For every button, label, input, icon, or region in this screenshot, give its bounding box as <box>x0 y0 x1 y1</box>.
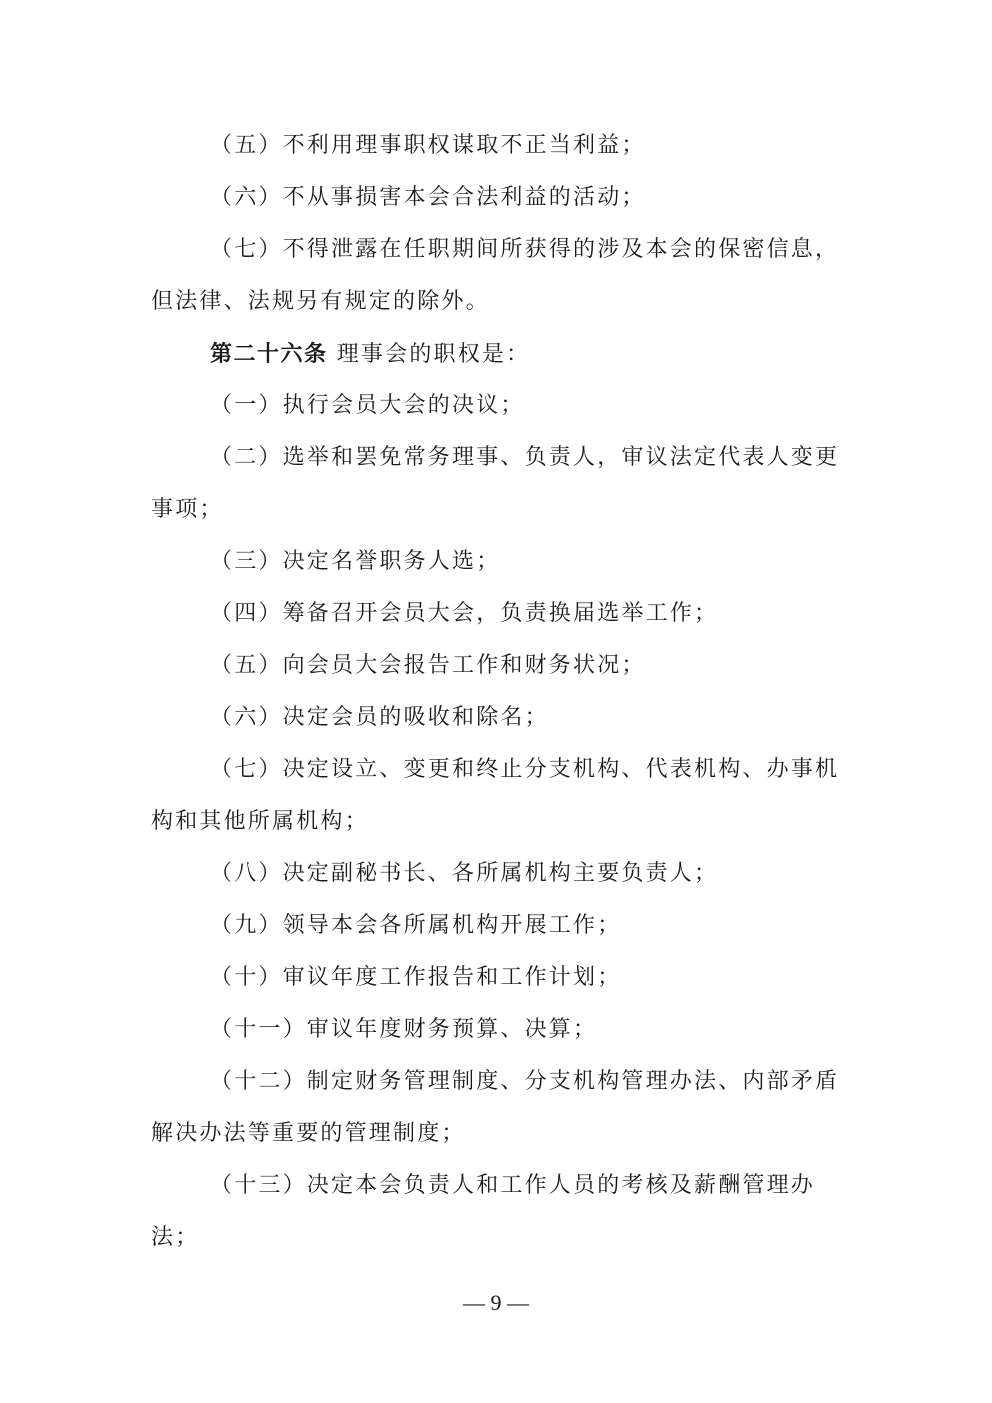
clause-5: （五）不利用理事职权谋取不正当利益； <box>210 133 646 158</box>
power-1: （一）执行会员大会的决议； <box>210 393 525 418</box>
power-9: （九）领导本会各所属机构开展工作； <box>210 913 622 938</box>
article-26-heading <box>151 328 851 380</box>
power-12-line2: 解决办法等重要的管理制度； <box>151 1121 466 1146</box>
power-3: （三）决定名誉职务人选； <box>210 549 501 574</box>
power-5: （五）向会员大会报告工作和财务状况； <box>210 653 646 678</box>
power-7-line2: 构和其他所属机构； <box>151 809 369 834</box>
power-13-line2: 法； <box>151 1225 200 1250</box>
power-11: （十一）审议年度财务预算、决算； <box>210 1017 598 1042</box>
power-4: （四）筹备召开会员大会，负责换届选举工作； <box>210 601 719 626</box>
power-2-line2: 事项； <box>151 497 224 522</box>
power-10: （十）审议年度工作报告和工作计划； <box>210 965 622 990</box>
power-7-line1: （七）决定设立、变更和终止分支机构、代表机构、办事机 <box>210 757 840 782</box>
clause-6: （六）不从事损害本会合法利益的活动； <box>210 185 646 210</box>
article-text: 理事会的职权是： <box>336 342 531 367</box>
clause-7-line1: （七）不得泄露在任职期间所获得的涉及本会的保密信息， <box>210 237 840 262</box>
power-12-line1: （十二）制定财务管理制度、分支机构管理办法、内部矛盾 <box>210 1069 840 1094</box>
power-6: （六）决定会员的吸收和除名； <box>210 705 549 730</box>
article-label: 第二十六条 <box>210 341 328 367</box>
page-number: — 9 — <box>463 1290 529 1315</box>
clause-7-line2: 但法律、法规另有规定的除外。 <box>151 289 490 314</box>
power-8: （八）决定副秘书长、各所属机构主要负责人； <box>210 861 719 886</box>
power-13-line1: （十三）决定本会负责人和工作人员的考核及薪酬管理办 <box>210 1173 816 1198</box>
document-body <box>151 120 851 1264</box>
power-2-line1: （二）选举和罢免常务理事、负责人，审议法定代表人变更 <box>210 445 840 470</box>
